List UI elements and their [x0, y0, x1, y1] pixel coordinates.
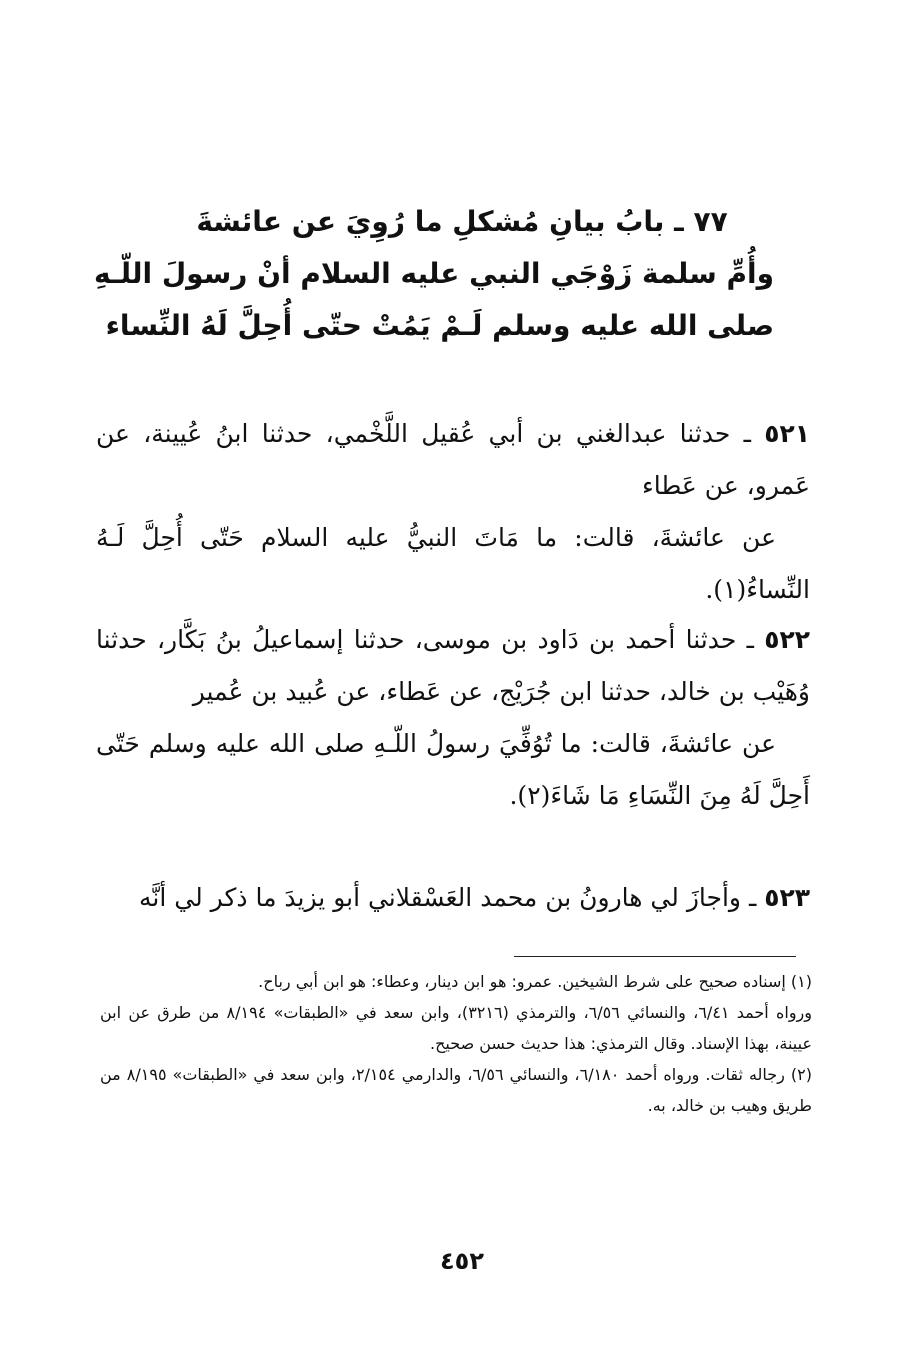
footnote-2: (٢) رجاله ثقات. ورواه أحمد ٦/١٨٠، والنسائي ٦/٥٦، والدارمي ٢/١٥٤، وابن سعد في «الطبقات» ٨/١٩٥ من طريق وهيب بن خالد، به.: [100, 1065, 812, 1115]
chapter-heading: [94, 196, 774, 352]
footnotes: [100, 966, 812, 1121]
hadith-matn: عن عائشةَ، قالت: ما مَاتَ النبيُّ عليه السلام حَتّى أُحِلَّ لَـهُ النِّساءُ(١).: [96, 523, 810, 604]
hadith-isnad-text: ـ حدثنا أحمد بن دَاود بن موسى، حدثنا إسماعيلُ بنُ بَكَّار، حدثنا وُهَيْب بن خالد، حدثنا ابن جُرَيْج، عن عَطاء، عن عُبيد بن عُمير: [96, 625, 810, 706]
hadith-522: [96, 614, 810, 822]
hadith-isnad: [96, 872, 810, 924]
hadith-number: ٥٢٣: [764, 883, 810, 912]
footnote-separator: [514, 956, 796, 957]
hadith-number: ٥٢٢: [764, 625, 810, 654]
hadith-isnad: [96, 614, 810, 718]
page-number: ٤٥٢: [440, 1247, 484, 1275]
hadith-isnad-text: ـ وأجازَ لي هارونُ بن محمد العَسْقلاني أبو يزيدَ ما ذكر لي أنَّه: [139, 883, 765, 912]
hadith-521: [96, 408, 810, 616]
hadith-523: [96, 872, 810, 924]
footnote-1-continuation: ورواه أحمد ٦/٤١، والنسائي ٦/٥٦، والترمذي (٣٢١٦)، وابن سعد في «الطبقات» ٨/١٩٤ من طرق عن ابن عيينة، بهذا الإسناد. وقال الترمذي: هذا حديث حسن صحيح.: [100, 1003, 812, 1053]
hadith-matn: عن عائشةَ، قالت: ما تُوُفِّيَ رسولُ اللّـهِ صلى الله عليه وسلم حَتّى أَحِلَّ لَهُ مِنَ النِّسَاءِ مَا شَاءَ(٢).: [96, 729, 810, 810]
chapter-heading-line-3: صلى الله عليه وسلم لَـمْ يَمُتْ حتّى أُحِلَّ لَهُ النِّساء: [105, 309, 774, 342]
hadith-isnad: [96, 408, 810, 512]
chapter-heading-line-2: وأُمِّ سلمة زَوْجَي النبي عليه السلام أنْ رسولَ اللّـهِ: [94, 257, 774, 290]
hadith-number: ٥٢١: [764, 419, 810, 448]
footnote-1: (١) إسناده صحيح على شرط الشيخين. عمرو: هو ابن دينار، وعطاء: هو ابن أبي رباح.: [258, 972, 812, 991]
chapter-heading-line-1: ٧٧ ـ بابُ بيانِ مُشكلِ ما رُوِيَ عن عائشةَ: [196, 205, 728, 238]
hadith-isnad-text: ـ حدثنا عبدالغني بن أبي عُقيل اللَّخْمي، حدثنا ابنُ عُيينة، عن عَمرو، عن عَطاء: [96, 419, 810, 500]
